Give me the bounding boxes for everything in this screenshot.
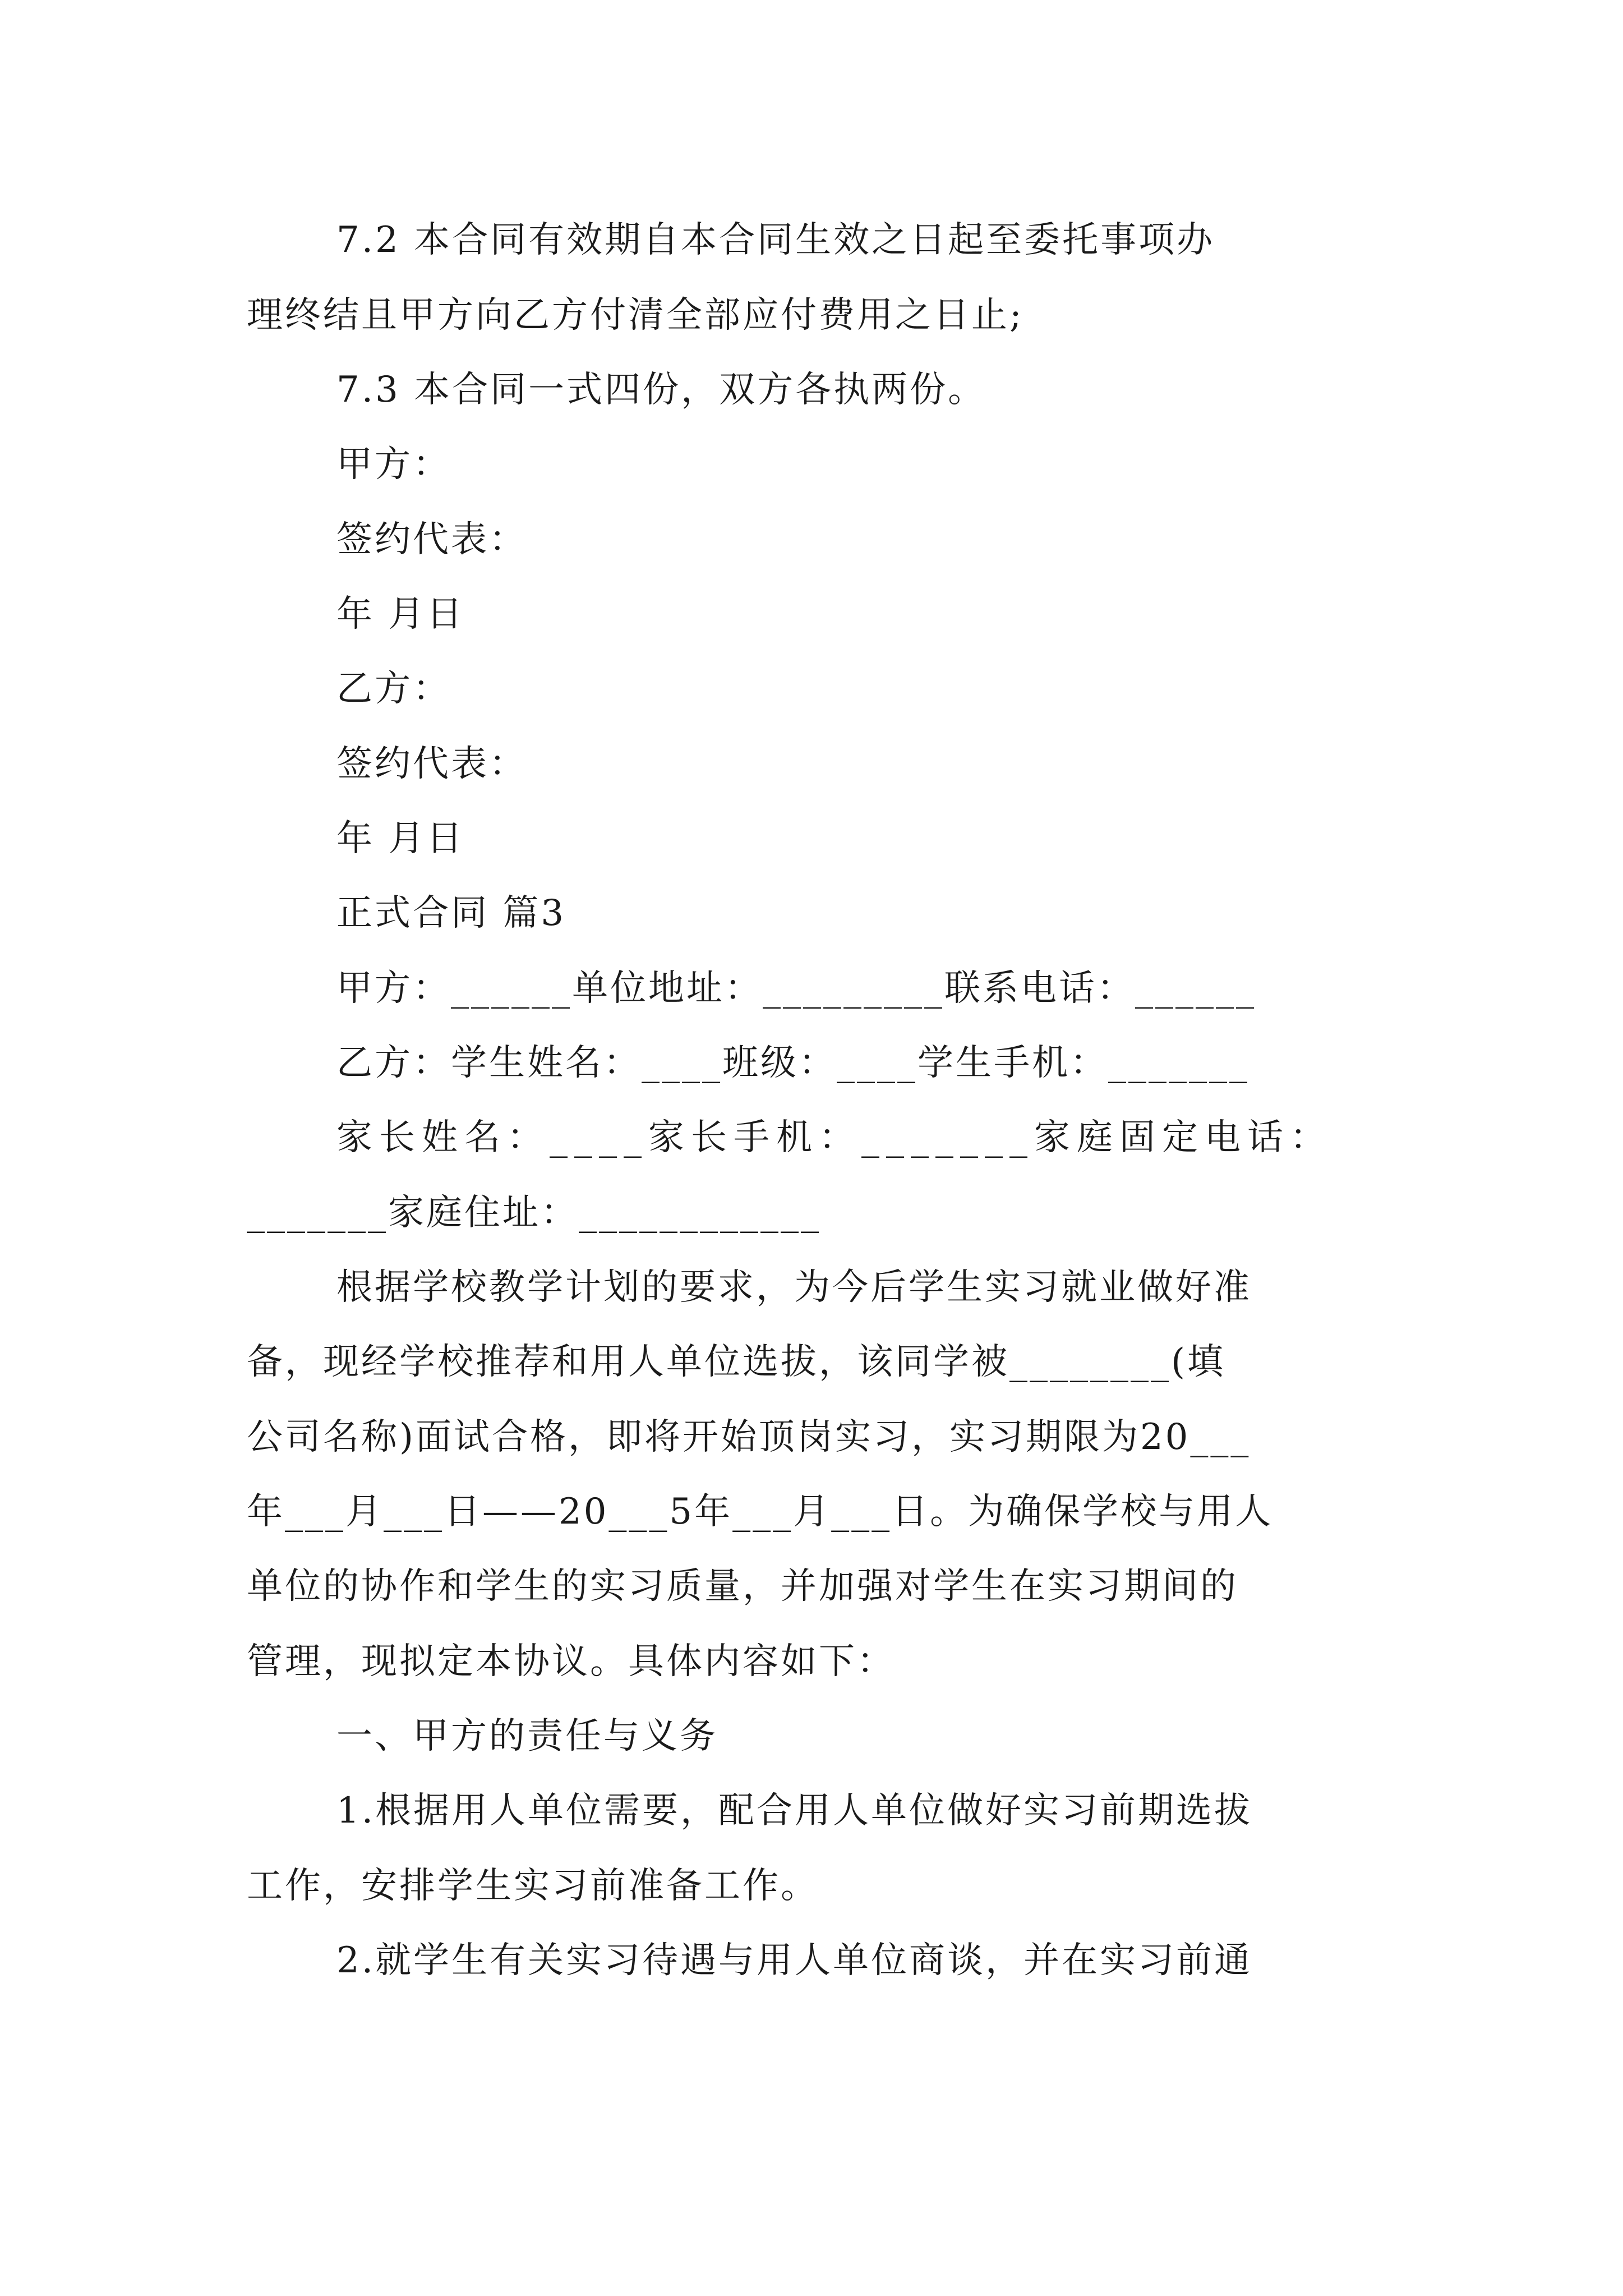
intro-paragraph-line-2: 备，现经学校推荐和用人单位选拔，该同学被________(填: [247, 1341, 1225, 1383]
intro-paragraph-line-6: 管理，现拟定本协议。具体内容如下：: [247, 1641, 895, 1682]
parent-info-line: 家长姓名：____家长手机：_______家庭固定电话：: [336, 1117, 1332, 1158]
party-a-signatory: 签约代表：: [336, 519, 527, 560]
clause-7-2-line-1: 7.2 本合同有效期自本合同生效之日起至委托事项办: [336, 219, 1215, 261]
intro-paragraph-line-1: 根据学校教学计划的要求，为今后学生实习就业做好准: [336, 1267, 1252, 1308]
item-2-line-1: 2.就学生有关实习待遇与用人单位商谈，并在实习前通: [336, 1940, 1253, 1981]
party-b-signatory: 签约代表：: [336, 743, 527, 785]
section-one-heading: 一、甲方的责任与义务: [336, 1715, 718, 1757]
clause-7-3: 7.3 本合同一式四份，双方各执两份。: [336, 369, 986, 411]
intro-paragraph-line-3: 公司名称)面试合格，即将开始顶岗实习，实习期限为20___: [247, 1416, 1251, 1458]
party-b-label: 乙方：: [336, 668, 451, 710]
party-b-info-line: 乙方：学生姓名：____班级：____学生手机：_______: [336, 1042, 1249, 1084]
home-address-line: _______家庭住址：____________: [247, 1192, 821, 1234]
party-a-date: 年 月日: [336, 593, 465, 635]
party-a-info-line: 甲方：______单位地址：_________联系电话：______: [336, 968, 1256, 1009]
intro-paragraph-line-4: 年___月___日——20___5年___月___日。为确保学校与用人: [247, 1491, 1274, 1533]
item-1-line-1: 1.根据用人单位需要，配合用人单位做好实习前期选拔: [336, 1790, 1253, 1832]
clause-7-2-line-2: 理终结且甲方向乙方付清全部应付费用之日止;: [247, 295, 1024, 336]
party-a-label: 甲方：: [336, 444, 451, 485]
section-heading: 正式合同 篇3: [336, 892, 566, 934]
party-b-date: 年 月日: [336, 818, 465, 859]
item-1-line-2: 工作，安排学生实习前准备工作。: [247, 1865, 819, 1907]
intro-paragraph-line-5: 单位的协作和学生的实习质量，并加强对学生在实习期间的: [247, 1566, 1238, 1607]
